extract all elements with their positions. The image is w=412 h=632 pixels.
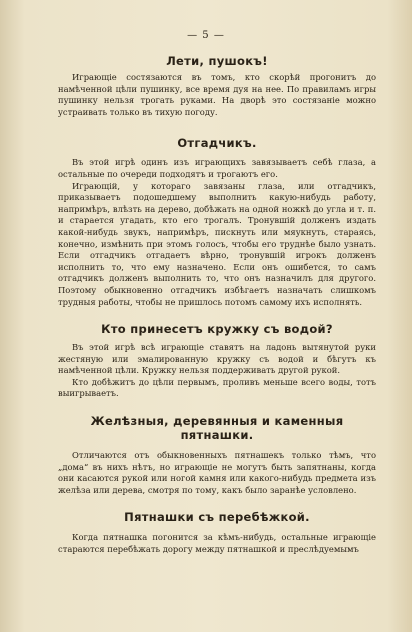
section-otgadchik [58, 136, 376, 308]
paragraph: Когда пятнашка погонится за кѣмъ-нибудь, остальные играющіе стараются перебѣжать дорогу между пятнашкой и преслѣдуемымъ [58, 532, 376, 555]
page-content [58, 54, 376, 556]
section-title: Отгадчикъ. [177, 136, 257, 151]
section-title: Пятнашки съ перебѣжкой. [124, 510, 310, 525]
section-title: Желѣзныя, деревянныя и каменныя пятнашки. [90, 414, 344, 443]
paragraph: Въ этой игрѣ всѣ играющіе ставятъ на ладонь вытянутой руки жестяную или эмалированную кружку съ водой и бѣгутъ къ намѣченной цѣли. Кружку нельзя поддерживать другой рукой. [58, 342, 376, 376]
paragraph: Кто добѣжитъ до цѣли первымъ, проливъ меньше всего воды, тотъ выигрываетъ. [58, 376, 376, 399]
section-title: Кто принесетъ кружку съ водой? [101, 322, 333, 337]
paragraph: Играющіе состязаются въ томъ, кто скорѣй прогонитъ до намѣченной цѣли пушинку, все время дуя на нее. По правиламъ игры пушинку нельзя трогать руками. На дворѣ это состязаніе можно устраивать только въ тихую погоду. [58, 72, 376, 117]
paragraph: Отличаются отъ обыкновенныхъ пятнашекъ только тѣмъ, что „дома“ въ нихъ нѣтъ, но играющіе не могутъ быть запятнаны, когда они касаются рукой или ногой камня или какого-нибудь предмета изъ желѣза или дерева, смотря по тому, какъ было заранѣе условлено. [58, 450, 376, 495]
section-pyatnashki-perebezhka [58, 510, 376, 555]
page-number: — 5 — [187, 30, 225, 41]
paragraph: Въ этой игрѣ одинъ изъ играющихъ завязываетъ себѣ глаза, а остальные по очереди подходятъ и трогаютъ его. [58, 157, 376, 179]
section-pyatnashki-materials [58, 414, 376, 496]
section-title: Лети, пушокъ! [166, 54, 268, 68]
section-kruzhka [58, 322, 376, 400]
section-leti-pushok [58, 54, 376, 118]
paragraph: Играющій, у котораго завязаны глаза, или отгадчикъ, приказываетъ подошедшему выполнить какую-нибудь работу, напримѣръ, влѣзть на дерево, добѣжать на одной ножкѣ до угла и т. п. и старается угадать, кто его трогалъ. Тронувшій долженъ издать какой-нибудь звукъ, напримѣръ, пискнуть или мяукнуть, стараясь, конечно, измѣнить при этомъ голосъ, чтобы его труднѣе было узнать. Если отгадчикъ отгадаетъ вѣрно, тронувшій игрокъ долженъ исполнить то, что ему назначено. Если онъ ошибется, то самъ отгадчикъ долженъ выполнить то, что онъ назначилъ для другого. Поэтому обыкновенно отгадчикъ избѣгаетъ назначать слишкомъ трудныя работы, чтобы не пришлось потомъ самому ихъ исполнять. [58, 180, 376, 307]
